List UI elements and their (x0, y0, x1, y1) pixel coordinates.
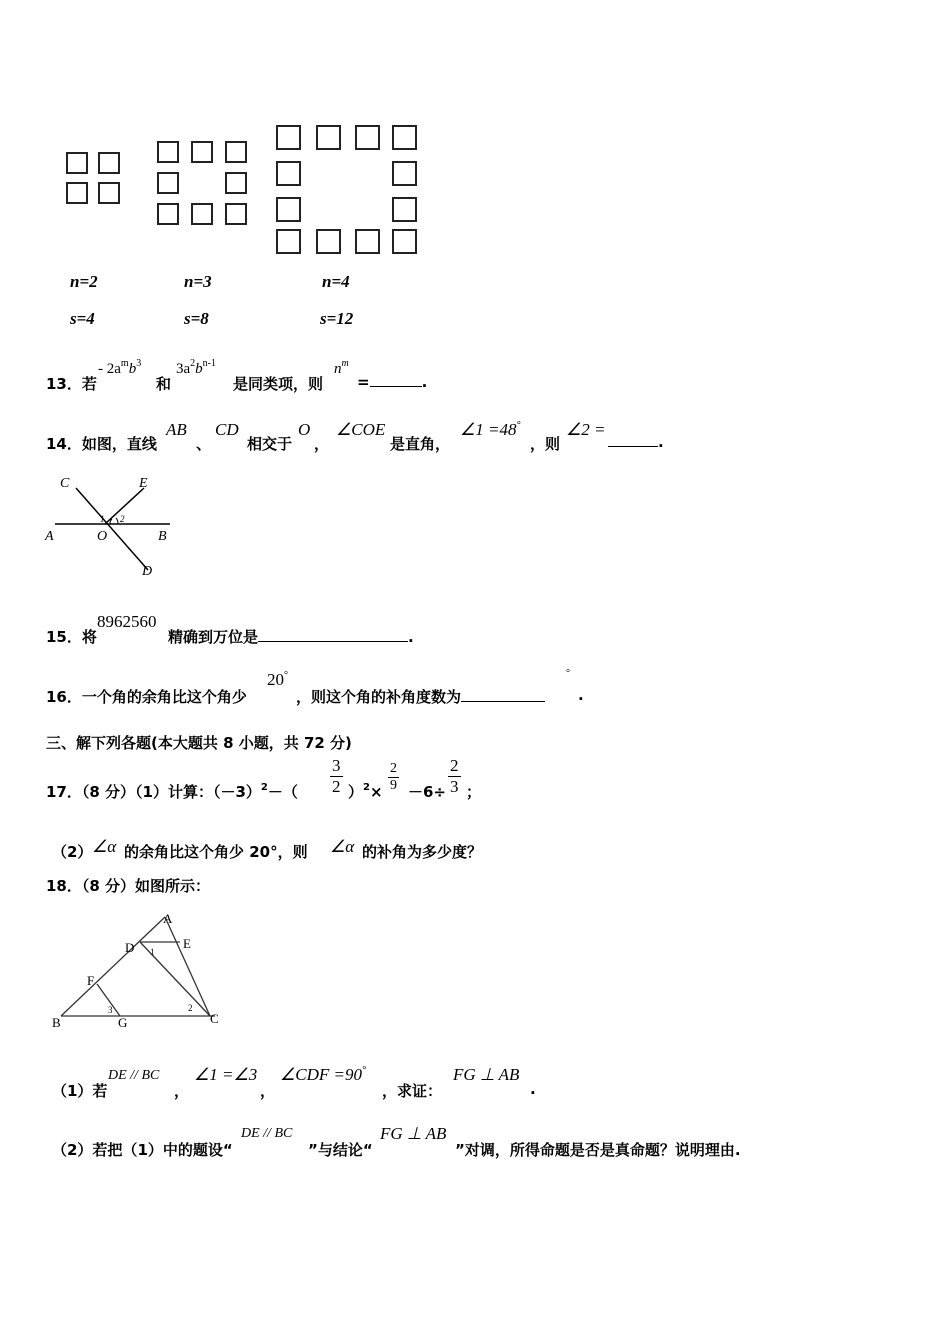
figure-18 (45, 905, 230, 1035)
answer-blank[interactable] (258, 641, 408, 642)
q17-close: ）$^2$× (348, 782, 383, 801)
answer-blank[interactable] (608, 446, 658, 447)
answer-blank[interactable] (461, 701, 545, 702)
q17-part2-end: 的补角为多少度？ (362, 843, 483, 861)
q15-value: 8962560 (97, 612, 157, 631)
square (316, 125, 341, 150)
q18-part2-mid: ”与结论“ (308, 1141, 373, 1159)
caption-s: s=8 (184, 309, 209, 328)
q14-meet: 相交于 (247, 435, 293, 453)
question-14: 14．如图，直线 (46, 435, 157, 453)
square (191, 141, 213, 163)
label-f: F (87, 973, 95, 988)
q13-term1: - $2a^mb^3$ (98, 358, 142, 377)
square (316, 229, 341, 254)
square (276, 125, 301, 150)
q18-comma1: ， (174, 1082, 190, 1100)
q18-cdf: ∠CDF =90° (280, 1065, 366, 1084)
question-18: 18．（8 分）如图所示： (46, 877, 211, 895)
label-o: O (97, 529, 108, 544)
q18-prove: ，求证： (382, 1082, 443, 1100)
square (276, 197, 301, 222)
question-17: 17．（8 分）（1）计算：$(-3)^2-$（ (46, 782, 298, 801)
q14-angle2: ∠2 = (566, 420, 606, 439)
q17-minus6: －6÷ (408, 783, 447, 801)
q17-alpha2: ∠α (330, 837, 355, 856)
caption-n: n=2 (70, 272, 98, 291)
q14-cd: CD (215, 420, 239, 439)
ray-oe (105, 488, 144, 524)
square (98, 182, 120, 204)
label-g: G (118, 1015, 128, 1030)
square (225, 172, 247, 194)
question-13: 13．若 (46, 375, 97, 393)
q13-answer-expr: $n^m$ (334, 358, 349, 377)
q18-part2: （2）若把（1）中的题设“ (52, 1141, 233, 1159)
q18-part2-end: ”对调，所得命题是否是真命题？说明理由. (455, 1141, 741, 1159)
q17-part2-text: 的余角比这个角少 20°，则 (124, 843, 308, 861)
q14-blank: . (608, 433, 664, 451)
q16-degree: ° (566, 668, 570, 679)
q16-value: 20° (267, 670, 288, 689)
label-angle2: 2 (120, 514, 125, 524)
square (392, 197, 417, 222)
q15-text: 精确到万位是 . (168, 628, 414, 646)
label-d: D (125, 940, 135, 955)
square (66, 182, 88, 204)
label-e: E (183, 936, 191, 951)
question-16: 16．一个角的余角比这个角少 (46, 688, 247, 706)
q18-de-bc-2: DE // BC (241, 1126, 293, 1141)
q16-text2: ，则这个角的补角度数为 (296, 686, 545, 707)
square (157, 141, 179, 163)
label-c: C (60, 476, 70, 491)
square (392, 161, 417, 186)
label-b: B (158, 529, 167, 544)
label-angle2: 2 (188, 1003, 193, 1013)
q17-alpha: ∠α (92, 837, 117, 856)
square (157, 203, 179, 225)
square (66, 152, 88, 174)
side-ac (165, 917, 210, 1016)
label-angle1: 1 (100, 514, 105, 524)
q14-coe: ∠COE (336, 420, 386, 439)
q18-end: . (530, 1080, 536, 1098)
q14-o: O (298, 420, 311, 439)
label-a: A (45, 529, 54, 544)
square (392, 125, 417, 150)
caption-n: n=3 (184, 272, 212, 291)
section-3-title: 三、解下列各题(本大题共 8 小题，共 72 分) (46, 734, 352, 752)
fraction-2-9: 2 9 (390, 761, 397, 793)
q13-term2: $3a^2b^{n-1}$ (176, 358, 217, 377)
fraction-3-2: 3 2 (332, 756, 341, 796)
q14-comma: ， (314, 435, 330, 453)
answer-blank[interactable] (370, 386, 422, 387)
q18-de-bc: DE // BC (108, 1068, 160, 1083)
q16-end: . (578, 686, 584, 704)
q14-right: 是直角， (390, 435, 451, 453)
square (276, 229, 301, 254)
square (157, 172, 179, 194)
question-15: 15．将 (46, 628, 97, 646)
q14-sep: 、 (196, 435, 212, 453)
q13-and: 和 (156, 375, 172, 393)
square (225, 141, 247, 163)
q18-fg-ab-2: FG ⊥ AB (380, 1124, 447, 1143)
q14-ab: AB (166, 420, 187, 439)
label-e: E (139, 476, 148, 491)
label-angle1: 1 (150, 947, 155, 957)
q17-semi: ； (466, 783, 482, 801)
caption-n: n=4 (322, 272, 350, 291)
square (392, 229, 417, 254)
label-angle3: 3 (108, 1005, 113, 1015)
label-d: D (142, 564, 153, 579)
square (355, 125, 380, 150)
q13-mid: 是同类项，则 (233, 375, 324, 393)
square (225, 203, 247, 225)
line-cd (76, 488, 148, 570)
label-a: A (163, 911, 173, 926)
label-b: B (52, 1015, 61, 1030)
q18-fg-ab: FG ⊥ AB (453, 1065, 520, 1084)
caption-s: s=4 (70, 309, 95, 328)
square (98, 152, 120, 174)
figure-14 (40, 470, 180, 585)
square (355, 229, 380, 254)
label-c: C (210, 1011, 219, 1026)
q14-then: ，则 (530, 435, 561, 453)
q18-angles: ∠1 =∠3 (194, 1065, 258, 1084)
q13-tail: = . (357, 373, 428, 391)
q17-part2: （2） (52, 843, 93, 861)
q14-angle1: ∠1 =48° (460, 420, 521, 439)
square (191, 203, 213, 225)
caption-s: s=12 (320, 309, 354, 328)
side-ab (61, 917, 165, 1016)
square (276, 161, 301, 186)
fraction-2-3: 2 3 (450, 756, 459, 796)
angle-arc (116, 518, 118, 524)
q18-comma2: ， (260, 1082, 276, 1100)
q18-part1: （1）若 (52, 1082, 108, 1100)
